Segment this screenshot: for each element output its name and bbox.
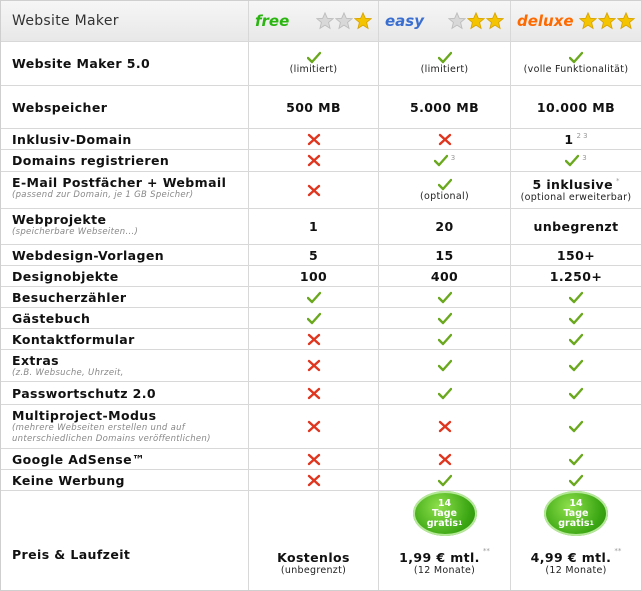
check-icon (569, 333, 583, 346)
feature-label: Kontaktformular (12, 331, 135, 347)
value-line (438, 133, 452, 146)
plan-header-deluxe (511, 1, 641, 41)
value-line (569, 387, 583, 400)
value-text: 15 (435, 247, 454, 263)
value-text: 400 (430, 268, 459, 284)
value-text: unbegrenzt (533, 219, 619, 234)
cross-icon (307, 333, 321, 346)
seal-gratis (558, 519, 594, 529)
value-text: 100 (299, 268, 328, 284)
feature-cell (1, 287, 249, 307)
value-line (569, 291, 583, 304)
feature-cell (1, 405, 249, 448)
star-icon (335, 12, 353, 30)
feature-label: E-Mail Postfächer + Webmail (12, 175, 227, 190)
value-cell (249, 245, 379, 265)
value-cell (379, 86, 511, 128)
price-cell (379, 491, 511, 590)
check-icon (569, 359, 583, 372)
value-line (438, 359, 452, 372)
table-row (1, 350, 641, 382)
value-cell (379, 329, 511, 349)
cross-icon (307, 359, 321, 372)
trial-seal-icon[interactable] (413, 491, 477, 536)
value-line (438, 453, 452, 466)
feature-cell (1, 350, 249, 381)
plan-header-free (249, 1, 379, 41)
value-cell (379, 129, 511, 149)
feature-sublabel: (speicherbare Webseiten...) (12, 227, 139, 237)
feature-label: Extras (12, 353, 60, 368)
value-line (300, 269, 327, 284)
value-cell (511, 150, 641, 171)
feature-cell (1, 382, 249, 404)
table-row (1, 449, 641, 470)
price-value: 1,99 € mtl. (399, 550, 480, 565)
footnote-marker: 2 3 (576, 132, 588, 140)
check-icon (438, 474, 452, 487)
value-line (569, 51, 583, 64)
value-cell (249, 449, 379, 469)
seal-sup: 1 (589, 519, 594, 527)
check-icon (438, 387, 452, 400)
feature-label: Webdesign-Vorlagen (12, 247, 165, 263)
check-icon (565, 154, 579, 167)
value-text: 1 (564, 131, 574, 147)
check-icon (307, 51, 321, 64)
price-footnote: ** (614, 547, 622, 555)
value-line (307, 133, 321, 146)
seal-gratis-text: gratis (558, 517, 590, 529)
check-icon (438, 51, 452, 64)
feature-cell (1, 308, 249, 328)
table-row (1, 382, 641, 405)
seal-days: 14 (569, 497, 583, 509)
price-value: 4,99 € mtl. (530, 550, 612, 565)
value-cell (249, 382, 379, 404)
feature-label: Domains registrieren (12, 153, 170, 168)
price-footnote: ** (482, 547, 490, 555)
star-icon (467, 12, 485, 30)
feature-label: Webprojekte (12, 212, 107, 227)
footnote-marker: * (615, 177, 620, 185)
value-line (309, 219, 318, 234)
star-icon (617, 12, 635, 30)
value-note: (optional erweiterbar) (520, 191, 632, 203)
value-cell (379, 245, 511, 265)
price-label: Preis & Laufzeit (12, 547, 131, 562)
value-line (307, 291, 321, 304)
value-cell (511, 449, 641, 469)
star-icon (354, 12, 372, 30)
value-note: (limitiert) (289, 64, 338, 75)
value-line (435, 219, 453, 234)
plan-header-easy (379, 1, 511, 41)
check-icon (438, 312, 452, 325)
feature-sublabel: (z.B. Websuche, Uhrzeit, (12, 368, 124, 378)
value-line (569, 333, 583, 346)
price-line (530, 547, 622, 565)
seal-gratis-text: gratis (426, 517, 459, 529)
value-cell (379, 350, 511, 381)
value-cell (511, 350, 641, 381)
star-icon (579, 12, 597, 30)
header-title-cell (1, 1, 249, 41)
table-row (1, 266, 641, 287)
plan-rating (448, 12, 504, 30)
value-line (534, 219, 619, 234)
value-text: 10.000 MB (536, 99, 616, 115)
feature-label: Website Maker 5.0 (12, 56, 151, 71)
feature-label: Designobjekte (12, 268, 119, 284)
feature-cell (1, 470, 249, 490)
price-row (1, 491, 641, 590)
value-line (438, 333, 452, 346)
value-text: 20 (435, 219, 454, 234)
table-row (1, 245, 641, 266)
value-line (569, 359, 583, 372)
price-cell (511, 491, 641, 590)
check-icon (434, 154, 448, 167)
feature-sublabel: (mehrere Webseiten erstellen und auf unterschiedlichen Domains veröffentlichen) (12, 423, 211, 444)
value-line (438, 420, 452, 433)
value-line (307, 453, 321, 466)
value-line (286, 100, 341, 115)
cross-icon (307, 474, 321, 487)
header-row (1, 1, 641, 42)
cross-icon (438, 420, 452, 433)
plan-name: easy (385, 12, 425, 30)
value-cell (379, 382, 511, 404)
table-row (1, 329, 641, 350)
seal-unit: Tage (432, 507, 457, 519)
value-cell (249, 129, 379, 149)
table-row (1, 42, 641, 86)
value-cell (511, 470, 641, 490)
value-cell (249, 266, 379, 286)
check-icon (569, 453, 583, 466)
value-cell (379, 470, 511, 490)
value-line (438, 178, 452, 191)
table-row (1, 287, 641, 308)
value-cell (511, 308, 641, 328)
price-term: (12 Monate) (413, 565, 476, 576)
cross-icon (307, 420, 321, 433)
value-line (537, 100, 615, 115)
price-label-cell (1, 491, 249, 590)
price-term: (unbegrenzt) (280, 565, 347, 576)
plan-name: free (255, 12, 290, 30)
check-icon (307, 312, 321, 325)
check-icon (569, 291, 583, 304)
plan-name: deluxe (517, 12, 574, 30)
value-cell (249, 86, 379, 128)
value-text: 150+ (556, 247, 596, 263)
value-line (307, 184, 321, 197)
value-cell (379, 449, 511, 469)
feature-cell (1, 172, 249, 208)
feature-cell (1, 42, 249, 85)
seal-sup: 1 (458, 519, 463, 527)
value-line (431, 269, 458, 284)
value-line (307, 333, 321, 346)
cross-icon (307, 184, 321, 197)
value-cell (249, 470, 379, 490)
feature-sublabel: (passend zur Domain, je 1 GB Speicher) (12, 190, 194, 200)
value-text: 500 MB (286, 99, 341, 115)
value-cell (379, 308, 511, 328)
value-cell (249, 42, 379, 85)
value-text: 1.250+ (549, 268, 603, 284)
feature-label: Multiproject-Modus (12, 408, 157, 423)
value-cell (249, 150, 379, 171)
footnote-marker: 3 (450, 153, 456, 162)
check-icon (438, 178, 452, 191)
table-row (1, 308, 641, 329)
check-icon (569, 420, 583, 433)
cross-icon (307, 387, 321, 400)
value-cell (249, 308, 379, 328)
check-icon (569, 387, 583, 400)
feature-cell (1, 329, 249, 349)
value-cell (511, 266, 641, 286)
value-text: 5 (308, 247, 319, 263)
value-cell (511, 382, 641, 404)
value-cell (249, 172, 379, 208)
value-cell (511, 42, 641, 85)
check-icon (438, 291, 452, 304)
value-line (307, 474, 321, 487)
feature-label: Webspeicher (12, 99, 108, 115)
value-cell (511, 245, 641, 265)
value-cell (511, 405, 641, 448)
cross-icon (438, 133, 452, 146)
value-cell (511, 329, 641, 349)
value-line (309, 248, 318, 263)
price-cell (249, 491, 379, 590)
value-line (438, 474, 452, 487)
value-line (435, 248, 453, 263)
seal-unit: Tage (563, 507, 589, 519)
value-cell (511, 86, 641, 128)
check-icon (569, 51, 583, 64)
feature-label: Keine Werbung (12, 472, 125, 488)
app-title: Website Maker (12, 13, 119, 29)
value-text: 5.000 MB (409, 99, 480, 115)
value-text: 1 (308, 219, 319, 234)
cross-icon (307, 133, 321, 146)
table-row (1, 209, 641, 245)
table-row (1, 172, 641, 209)
value-line (533, 177, 620, 192)
value-cell (249, 329, 379, 349)
feature-cell (1, 245, 249, 265)
value-cell (379, 266, 511, 286)
value-note: (volle Funktionalität) (523, 64, 629, 75)
star-icon (486, 12, 504, 30)
table-row (1, 405, 641, 449)
value-line (569, 420, 583, 433)
feature-label: Besucherzähler (12, 289, 127, 305)
seal-days: 14 (437, 497, 452, 509)
value-line (307, 312, 321, 325)
value-line (557, 248, 595, 263)
feature-cell (1, 449, 249, 469)
feature-cell (1, 129, 249, 149)
check-icon (569, 474, 583, 487)
price-term: (12 Monate) (545, 565, 607, 576)
value-cell (379, 172, 511, 208)
feature-label: Passwortschutz 2.0 (12, 385, 157, 401)
value-line (307, 387, 321, 400)
value-line (410, 100, 479, 115)
star-icon (316, 12, 334, 30)
cross-icon (438, 453, 452, 466)
table-row (1, 150, 641, 172)
check-icon (307, 291, 321, 304)
table-row (1, 129, 641, 150)
feature-cell (1, 266, 249, 286)
value-line (438, 51, 452, 64)
feature-cell (1, 150, 249, 171)
value-line (307, 359, 321, 372)
value-line (434, 154, 455, 167)
value-line (569, 474, 583, 487)
cross-icon (307, 453, 321, 466)
value-cell (511, 129, 641, 149)
check-icon (438, 333, 452, 346)
price-value: Kostenlos (277, 550, 350, 565)
plan-rating (579, 12, 635, 30)
star-icon (448, 12, 466, 30)
value-line (569, 453, 583, 466)
value-line (438, 291, 452, 304)
value-line (307, 420, 321, 433)
feature-label: Google AdSense™ (12, 451, 145, 467)
value-cell (249, 287, 379, 307)
feature-cell (1, 209, 249, 244)
price-line (277, 550, 350, 565)
value-cell (379, 287, 511, 307)
value-cell (379, 209, 511, 244)
cross-icon (307, 154, 321, 167)
value-cell (379, 405, 511, 448)
star-icon (598, 12, 616, 30)
feature-cell (1, 86, 249, 128)
value-note: (optional) (420, 190, 469, 202)
value-text: 5 inklusive (532, 176, 613, 192)
table-row (1, 86, 641, 129)
value-cell (511, 287, 641, 307)
value-line (307, 51, 321, 64)
value-line (564, 132, 587, 147)
value-cell (379, 150, 511, 171)
plan-rating (316, 12, 372, 30)
value-line (307, 154, 321, 167)
value-cell (511, 209, 641, 244)
value-cell (379, 42, 511, 85)
seal-gratis (427, 519, 463, 529)
price-line (399, 547, 490, 565)
trial-seal-icon[interactable] (544, 491, 608, 536)
value-line (569, 312, 583, 325)
table-row (1, 470, 641, 491)
feature-label: Gästebuch (12, 310, 91, 326)
feature-label: Inklusiv-Domain (12, 131, 132, 147)
check-icon (569, 312, 583, 325)
value-cell (249, 209, 379, 244)
value-cell (249, 405, 379, 448)
footnote-marker: 3 (582, 153, 587, 162)
value-note: (limitiert) (420, 64, 469, 75)
value-cell (511, 172, 641, 208)
value-line (565, 154, 586, 167)
check-icon (438, 359, 452, 372)
value-line (438, 387, 452, 400)
value-line (438, 312, 452, 325)
value-cell (249, 350, 379, 381)
value-line (550, 269, 602, 284)
